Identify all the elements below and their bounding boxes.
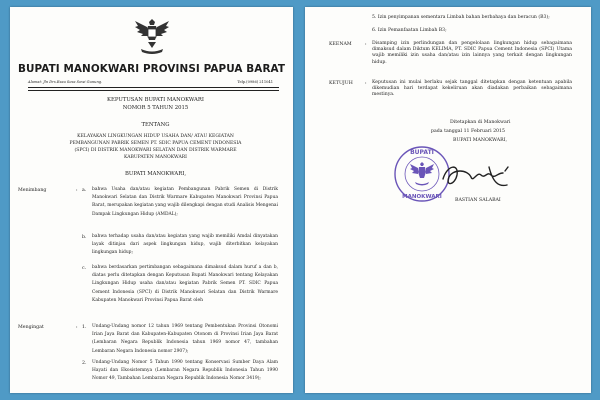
permit-item-5: 5. Izin penyimpanan sementara Limbah bahan berbahaya dan beracun (B3); (372, 15, 550, 20)
tanggal-line: pada tanggal 11 Februari 2015 (431, 129, 506, 134)
menimbang-paragraph: bahwa berdasarkan pertimbangan sebagaimana dimaksud dalam huruf a dan b, diatas perlu ditetapkan dengan Keputusan Bupati Manokwari tentang Kelayakan Lingkungan Hidup usaha dan/atau kegiatan Pabrik Semen PT. SDIC Papua Cement Indonesia (SPCI) di Distrik Manokwari Selatan dan Distrik Warmare Kabupaten Manokwari Provinsi Papua Barat oleh (92, 265, 278, 303)
issuer-line: BUPATI MANOKWARI, (124, 171, 187, 177)
menimbang-number: a. (82, 188, 87, 193)
keenam-colon: : (365, 42, 367, 47)
mengingat-label: Mengingat (18, 325, 44, 330)
subject-line: (SPCI) DI DISTRIK MANOKWARI SELATAN DAN DISTRIK WARMARE (74, 148, 237, 153)
garuda-emblem-icon (133, 15, 171, 57)
decree-title: KEPUTUSAN BUPATI MANOKWARI (107, 97, 204, 103)
keenam-label: KEENAM (329, 42, 352, 47)
stamp-text-bottom: MANOKWARI (402, 194, 442, 200)
ketujuh-label: KETUJUH (329, 81, 353, 86)
menimbang-label: Menimbang (18, 188, 47, 193)
decree-number: NOMOR 5 TAHUN 2015 (122, 105, 189, 111)
menimbang-paragraph: bahwa Usaha dan/atau kegiatan Pembangunan Pabrik Semen di Distrik Manokwari Selatan dan Distrik Warmare Kabupaten Manokwari Provinsi Papua Barat, merupakan kegiatan yang wajib dilengkapi dengan studi Analisis Mengenai Dampak Lingkungan Hidup (AMDAL); (92, 187, 278, 217)
menimbang-colon: : (76, 188, 78, 193)
letterhead-rule-thick (28, 87, 279, 88)
mengingat-colon: : (76, 325, 78, 330)
menimbang-number: c. (82, 266, 87, 271)
signer-name: BASTIAN SALABAI (455, 198, 501, 203)
letterhead-title: BUPATI MANOKWARI PROVINSI PAPUA BARAT (17, 63, 286, 75)
menimbang-paragraph: bahwa terhadap usaha dan/atau kegiatan yang wajib memiliki Amdal dinyatakan layak ditinjau dari aspek lingkungan hidup, wajib diterbitkan kelayakan lingkungan hidup; (92, 234, 278, 256)
signature-icon (437, 157, 517, 197)
permit-item-6: 6. Izin Pemanfaatan Limbah B3; (372, 28, 447, 33)
letterhead-address: Alamat: Jln Drs.Esau Sesa Sowi Gunung. (28, 80, 103, 84)
letterhead-phone: Telp.(0986) 211041 (237, 80, 273, 84)
keenam-paragraph: Disamping izin perlindungan dan pengelolaan lingkungan hidup sebagaimana dimaksud dalam Diktum KELIMA, PT. SDIC Papua Cement Indonesia (SPCI) Utama wajib memiliki izin usaha dan/atau izin lainnya yang terkait dengan lingkungan hidup. (372, 41, 572, 65)
subject-line: PEMBANGUNAN PABRIK SEMEN PT. SDIC PAPUA CEMENT INDONESIA (69, 141, 242, 146)
ditetapkan-line: Ditetapkan di Manokwari (450, 120, 511, 125)
mengingat-number: 2. (82, 361, 87, 366)
mengingat-number: 1. (82, 325, 87, 330)
letterhead-rule-thin (28, 90, 279, 91)
mengingat-paragraph: Undang-Undang Nomor 5 Tahun 1990 tentang Konservasi Sumber Daya Alam Hayati dan Ekosistemnya (Lembaran Negara Republik Indonesia Tahun 1990 Nomor 49, Tambahan Lembaran Negara Republik Indonesia Nomor 3419); (92, 360, 278, 382)
document-page-2 (305, 7, 591, 393)
ketujuh-colon: : (365, 81, 367, 86)
document-page-1 (10, 7, 293, 393)
stamp-text-top: BUPATI (410, 149, 434, 156)
mengingat-paragraph: Undang-Undang nomor 12 tahun 1969 tentang Pembentukan Provinsi Otonomi Irian Jaya Barat dan Kabupaten-Kabupaten Otonom di Provinsi Irian Jaya Barat (Lembaran Negara Republik Indonesia tahun 1969 nomor 47, tambahan Lembaran Negara Indonesia nomor 2907); (92, 324, 278, 354)
ketujuh-paragraph: Keputusan ini mulai berlaku sejak tanggal ditetapkan dengan ketentuan apabila dikemudian hari terdapat kekeliruan akan diadakan perbaikan sebagaimana mestinya. (372, 80, 572, 98)
menimbang-number: b. (82, 235, 87, 240)
tentang-heading: TENTANG (141, 122, 170, 128)
subject-line: KELAYAKAN LINGKUNGAN HIDUP USAHA DAN/ ATAU KEGIATAN (77, 134, 234, 139)
signer-title: BUPATI MANOKWARI, (453, 138, 508, 143)
subject-line: KABUPATEN MANOKWARI (124, 155, 187, 160)
